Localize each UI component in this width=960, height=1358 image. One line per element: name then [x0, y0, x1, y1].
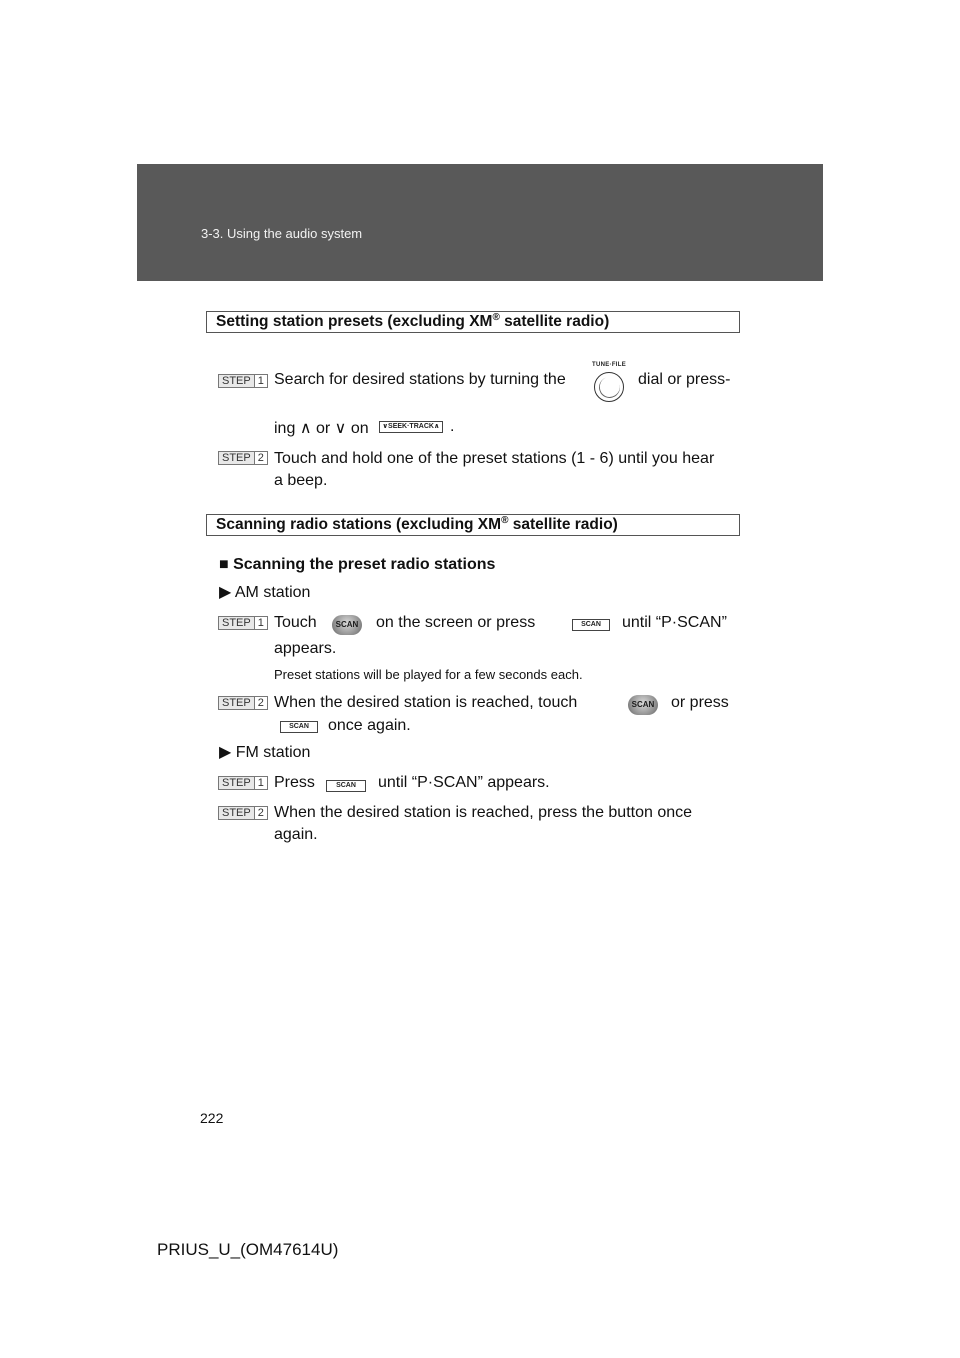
- heading-text-tail: satellite radio): [499, 313, 610, 330]
- step-text: When the desired station is reached, press the button once: [274, 804, 693, 821]
- scan-screen-icon: SCAN: [332, 615, 362, 635]
- step-number: 2: [257, 697, 264, 709]
- step-text: or press: [671, 694, 729, 711]
- step-badge: [218, 616, 268, 630]
- section-title: 3-3. Using the audio system: [201, 226, 363, 241]
- text-ing: ing: [274, 420, 296, 437]
- text-or: or: [315, 420, 331, 437]
- step-text: appears.: [274, 640, 337, 657]
- note-text: Preset stations will be played for a few seconds each.: [274, 667, 583, 682]
- step-badge: [218, 806, 268, 820]
- scan-button-icon: SCAN: [326, 780, 366, 792]
- step-text: Touch and hold one of the preset stations (1 - 6) until you hear: [274, 450, 715, 467]
- step-text: dial or press-: [638, 371, 731, 388]
- step-text: until “P·SCAN”: [622, 614, 727, 631]
- step-text: once again.: [328, 717, 411, 734]
- section-heading-presets: [206, 311, 740, 333]
- step-text: a beep.: [274, 472, 328, 489]
- step-number: 1: [257, 375, 264, 387]
- step-text: When the desired station is reached, touch: [274, 694, 578, 711]
- down-glyph: ∨: [334, 420, 347, 437]
- knob-label: TUNE·FILE: [592, 362, 627, 368]
- heading-text-tail: satellite radio): [508, 516, 618, 533]
- up-glyph: ∧: [299, 420, 312, 437]
- step-text: until “P·SCAN” appears.: [378, 774, 550, 791]
- scan-screen-icon: SCAN: [628, 695, 658, 715]
- step-badge: [218, 451, 268, 465]
- step-badge: [218, 696, 268, 710]
- step-label: STEP: [219, 617, 255, 629]
- step-label: STEP: [219, 375, 255, 387]
- heading-text: Scanning radio stations (excluding XM: [216, 516, 502, 533]
- text-on: on: [350, 420, 369, 437]
- period: .: [450, 418, 455, 435]
- step-text: Press: [274, 774, 315, 791]
- fm-station-label: ▶ FM station: [219, 744, 311, 761]
- step-number: 2: [257, 452, 264, 464]
- step-text: again.: [274, 826, 318, 843]
- document-code: PRIUS_U_(OM47614U): [157, 1240, 339, 1259]
- step-number: 1: [257, 777, 264, 789]
- registered-mark: ®: [492, 311, 500, 323]
- registered-mark: ®: [501, 514, 509, 526]
- scan-button-icon: SCAN: [280, 721, 318, 733]
- am-station-label: ▶ AM station: [219, 584, 311, 601]
- step-text: Touch: [274, 614, 317, 631]
- heading-text: Setting station presets (excluding XM: [216, 313, 493, 330]
- scan-button-icon: SCAN: [572, 619, 610, 631]
- step-text: on the screen or press: [376, 614, 536, 631]
- header-band: [137, 164, 823, 281]
- page-number: 222: [200, 1110, 224, 1126]
- step-number: 2: [257, 807, 264, 819]
- step-text: Search for desired stations by turning the: [274, 371, 566, 388]
- step-label: STEP: [219, 452, 255, 464]
- tune-file-dial-icon: [594, 372, 624, 402]
- step-text-line: [274, 418, 369, 438]
- step-number: 1: [257, 617, 264, 629]
- step-label: STEP: [219, 697, 255, 709]
- section-heading-scanning: [206, 514, 740, 536]
- step-label: STEP: [219, 807, 255, 819]
- step-label: STEP: [219, 777, 255, 789]
- seek-track-button-icon: ∨SEEK·TRACK∧: [379, 421, 443, 433]
- subheading: ■ Scanning the preset radio stations: [219, 556, 496, 573]
- step-badge: [218, 374, 268, 388]
- step-badge: [218, 776, 268, 790]
